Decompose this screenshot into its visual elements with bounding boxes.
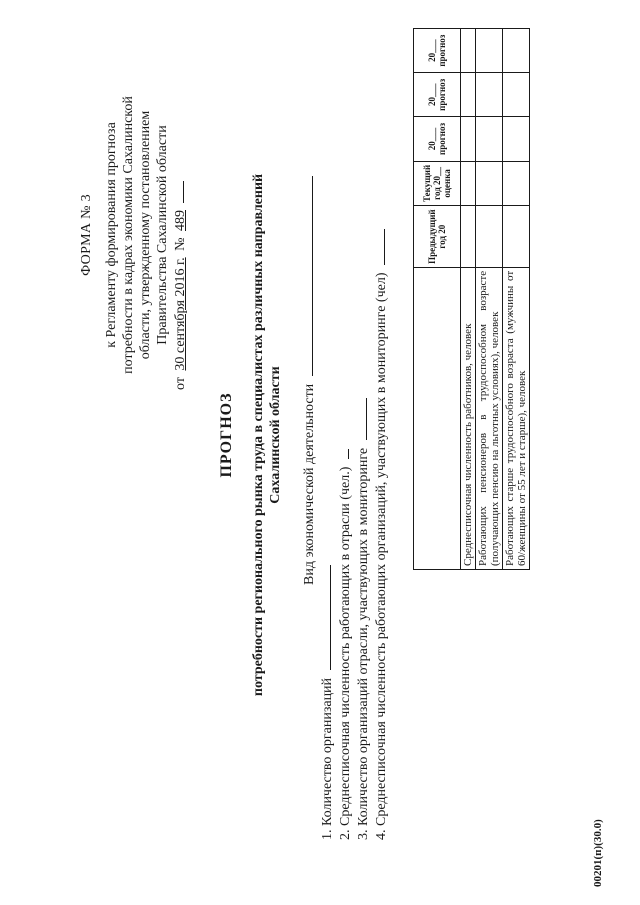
table-header-row [414,29,461,570]
date-prefix: от [173,377,188,390]
number-underline [172,182,184,204]
number-label: № [173,237,188,251]
activity-label: Вид экономической деятельности [302,383,317,585]
table-cell[interactable] [476,161,503,206]
table-cell[interactable] [461,206,476,267]
field-label: 3. Количество организаций отрасли, участвующих в мониторинге [356,447,371,840]
field-blank[interactable] [354,398,367,440]
table-header-previous-year: Предыдущий год 20 [414,206,461,267]
field-blank[interactable] [336,449,349,459]
table-cell[interactable] [503,206,530,267]
row-label: Среднесписочная численность работников, человек [461,267,476,569]
table-header-current-year: Текущий год 20__ оценка [414,161,461,206]
table-row [503,29,530,570]
form-code: 00201(п)(30.0) [592,819,604,887]
activity-field [300,176,318,585]
field-label: 2. Среднесписочная численность работающих в отрасли (чел.) [338,466,353,840]
field-monitored-organizations [354,229,372,840]
table-cell[interactable] [476,117,503,161]
table-cell[interactable] [476,73,503,117]
field-label: 1. Количество организаций [320,677,335,840]
decree-date: 30 сентября 2016 г. [173,257,188,371]
row-label: Работающих старше трудоспособного возраста (мужчины от 60/женщины от 55 лет и старше), человек [503,267,530,569]
table-header-label [414,267,461,569]
table-cell[interactable] [461,73,476,117]
table-cell[interactable] [461,29,476,73]
page-subtitle-line: потребности регионального рынка труда в специалистах различных направлений [251,173,266,697]
table-cell[interactable] [503,117,530,161]
decree-number: 489 [173,210,188,231]
table-row [476,29,503,570]
regulation-line: потребности в кадрах экономики Сахалинской [121,96,136,374]
row-label: Работающих пенсионеров в трудоспособном возрасте (получающих пенсию на льготных условиях), человек [476,267,503,569]
field-blank[interactable] [318,565,331,670]
page-title: ПРОГНОЗ [218,392,235,478]
form-number: ФОРМА № 3 [79,194,94,276]
date-line [172,70,189,400]
table-cell[interactable] [476,206,503,267]
field-organizations-count [318,229,336,840]
field-monitored-employees [372,229,390,840]
page-subtitle-line: Сахалинской области [268,366,283,504]
table-header-forecast: 20___ прогноз [414,73,461,117]
table-cell[interactable] [461,117,476,161]
title-block [218,85,284,785]
form-header [78,70,189,400]
table-header-forecast: 20___ прогноз [414,117,461,161]
regulation-line: к Регламенту формирования прогноза [104,122,119,348]
numbered-fields [318,229,390,840]
table-row [461,29,476,570]
field-average-employees [336,229,354,840]
table-cell[interactable] [503,73,530,117]
field-blank[interactable] [372,229,385,265]
regulation-line: Правительства Сахалинской области [155,125,170,345]
forecast-table [413,28,530,570]
table-header-forecast: 20___ прогноз [414,29,461,73]
table-cell[interactable] [461,161,476,206]
field-label: 4. Среднесписочная численность работающих организаций, участвующих в мониторинге (чел) [374,272,389,840]
table-cell[interactable] [503,29,530,73]
activity-blank[interactable] [300,176,313,376]
regulation-line: области, утвержденному постановлением [138,110,153,360]
table-cell[interactable] [476,29,503,73]
table-cell[interactable] [503,161,530,206]
